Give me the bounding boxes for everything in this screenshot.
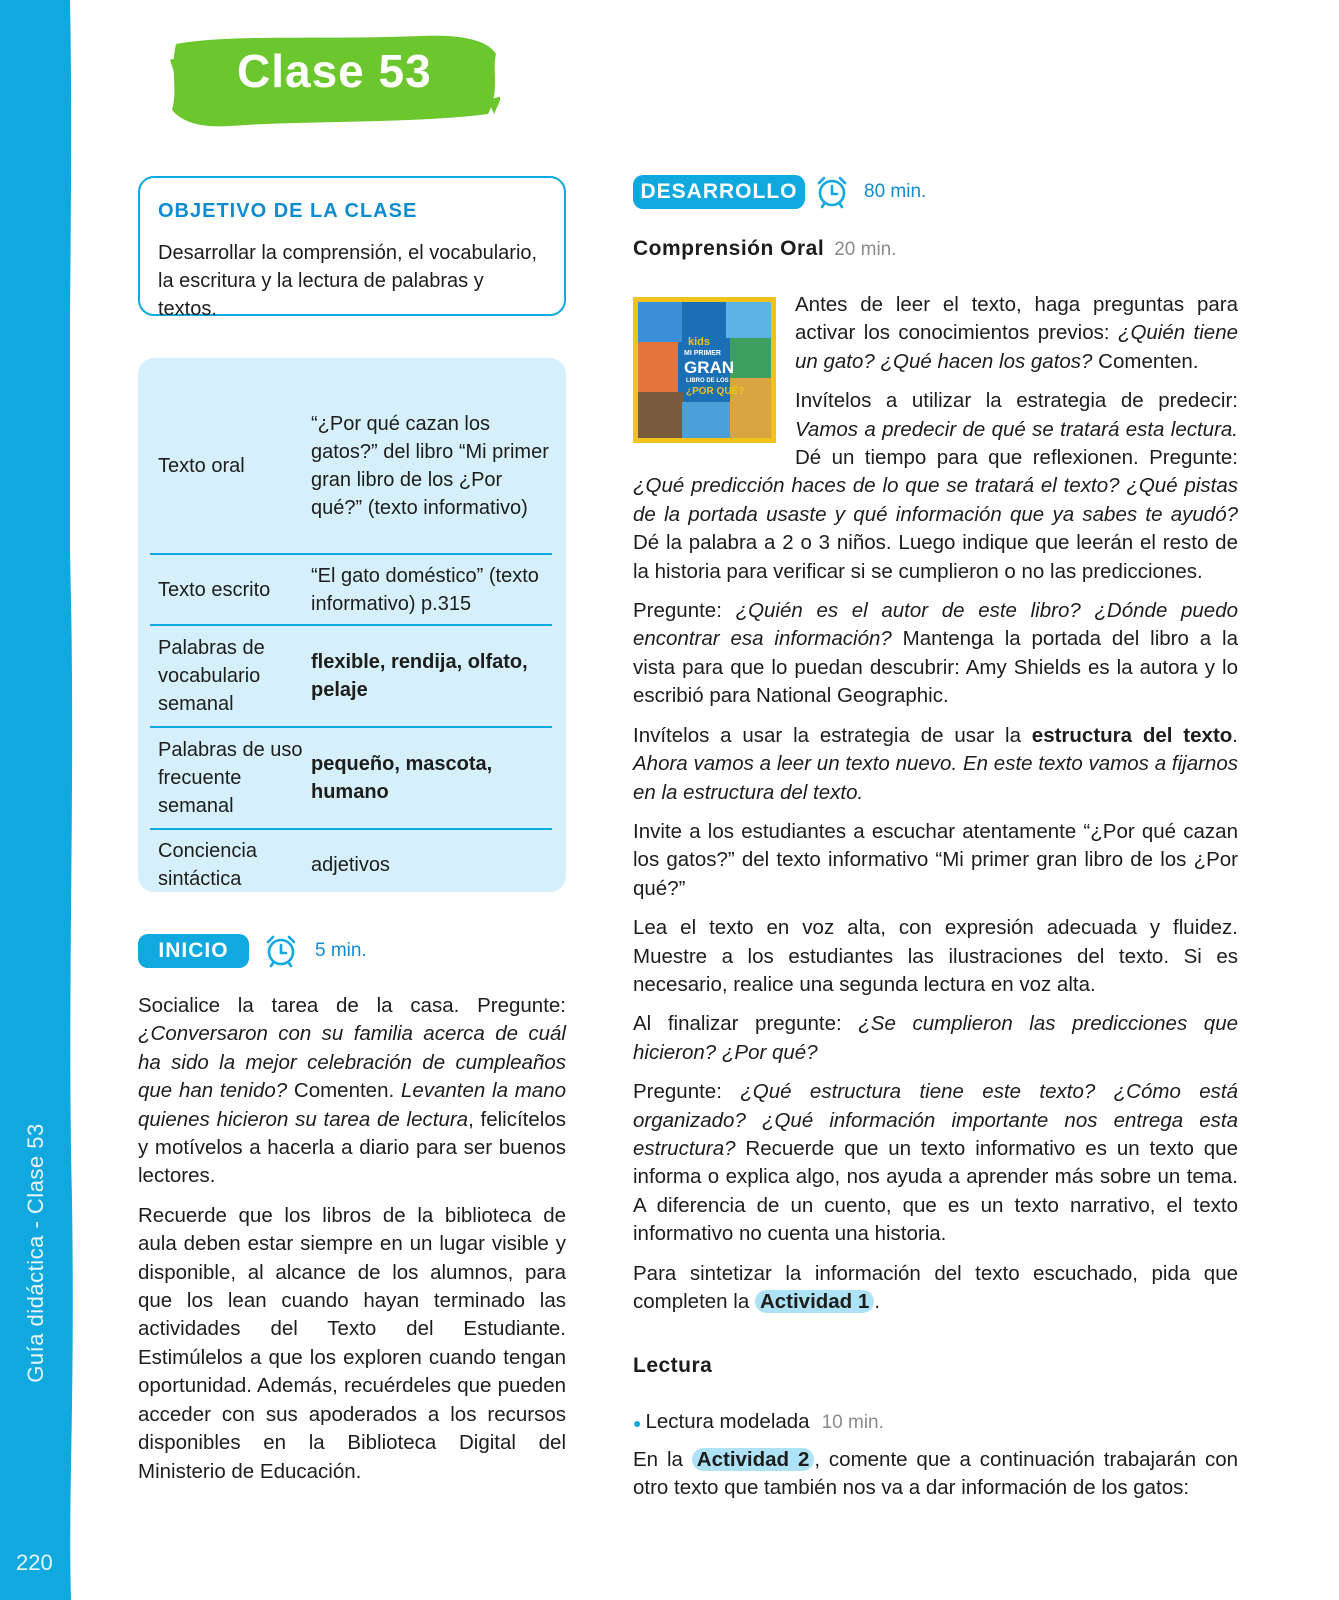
inicio-badge: INICIO xyxy=(138,934,249,968)
heading-time: 20 min. xyxy=(834,239,897,260)
bullet-label: Lectura modelada xyxy=(645,1410,810,1433)
text-span: Socialice la tarea de la casa. Pregunte: xyxy=(138,994,566,1017)
text-span: Invítelos a utilizar la estrategia de predecir: xyxy=(795,389,1238,413)
page-title: Clase 53 xyxy=(237,45,432,97)
text-span: Dé un tiempo para que reflexionen. Pregunte: xyxy=(795,446,1238,470)
text-span: Para sintetizar la información del texto escuchado, pida que completen la xyxy=(633,1261,1238,1313)
italic-question: ¿Qué predicción haces de lo que se tratará el texto? ¿Qué pistas de la portada usaste y qué información que ya sabes te ayudó? xyxy=(633,474,1238,526)
italic-phrase: Ahora vamos a leer un texto nuevo. En este texto vamos a fijarnos en la estructura del texto. xyxy=(633,752,1238,804)
text-span: Pregunte: xyxy=(633,1080,741,1104)
text-span: Mantenga la portada del libro a la vista para que lo puedan descubrir: Amy Shields es la autora y lo escribió para National Geographic. xyxy=(633,627,1239,708)
table-row xyxy=(150,378,552,555)
table-value: “El gato doméstico” (texto informativo) p.315 xyxy=(311,564,539,615)
lectura-heading xyxy=(633,1354,712,1378)
table-row xyxy=(150,626,552,728)
text-span: Recuerde que un texto informativo es un texto que informa o explica algo, nos ayuda a aprender más sobre un tema. A diferencia de un cuento, que es un texto narrativo, el texto informativo no cuenta una historia. xyxy=(633,1136,1238,1246)
text-span: . xyxy=(874,1290,881,1313)
desarrollo-paragraph xyxy=(633,597,1238,711)
lectura-text xyxy=(633,1446,1238,1514)
bullet-time: 10 min. xyxy=(821,1412,884,1433)
activity-highlight: Actividad 1 xyxy=(755,1290,874,1313)
text-span: Comenten. xyxy=(287,1079,401,1103)
desarrollo-paragraph xyxy=(633,1260,1238,1317)
italic-question: ¿Qué estructura tiene este texto? ¿Cómo está organizado? ¿Qué información importante nos entrega esta estructura? xyxy=(633,1080,1238,1160)
objective-heading: OBJETIVO DE LA CLASE xyxy=(158,200,418,222)
lectura-modelada-item xyxy=(633,1410,884,1434)
book-word: ¿POR QUÉ? xyxy=(686,386,745,397)
italic-phrase: Vamos a predecir de qué se tratará esta lectura. xyxy=(795,417,1238,441)
italic-question: ¿Se cumplieron las predicciones que hicieron? ¿Por qué? xyxy=(633,1012,1238,1064)
book-word: GRAN xyxy=(684,358,735,377)
italic-question: ¿Quién tiene un gato? ¿Qué hacen los gatos? xyxy=(795,321,1238,373)
heading-label: Lectura xyxy=(633,1354,713,1377)
desarrollo-paragraph xyxy=(633,1078,1238,1248)
book-word: kids xyxy=(688,336,711,348)
activity-highlight: Actividad 2 xyxy=(692,1448,815,1471)
italic-question: ¿Conversaron con su familia acerca de cuál ha sido la mejor celebración de cumpleaños que han tenido? xyxy=(138,1022,566,1103)
bold-term: estructura del texto xyxy=(1031,723,1233,747)
heading-label: Comprensión Oral xyxy=(633,237,825,260)
table-value: flexible, rendija, olfato, pelaje xyxy=(311,651,528,701)
desarrollo-paragraph: Lea el texto en voz alta, con expresión adecuada y fluidez. Muestre a los estudiantes las ilustraciones del texto. Si es necesario, realice una segunda lectura en voz alta. xyxy=(633,916,1238,996)
desarrollo-time: 80 min. xyxy=(864,181,927,202)
text-span: Invítelos a usar la estrategia de usar la xyxy=(633,723,1032,747)
inicio-paragraph xyxy=(138,992,566,1191)
sidebar-vertical-label: Guía didáctica - Clase 53 xyxy=(23,1123,48,1383)
italic-question: ¿Quién es el autor de este libro? ¿Dónde puedo encontrar esa información? xyxy=(633,599,1239,651)
text-span: . xyxy=(1232,723,1238,747)
inicio-text xyxy=(138,992,566,1497)
objective-box xyxy=(138,176,566,320)
text-span: Antes de leer el texto, haga preguntas para activar los conocimientos previos: xyxy=(795,293,1238,345)
table-row xyxy=(150,830,552,900)
book-float-spacer xyxy=(633,387,795,467)
text-span: Pregunte: xyxy=(633,599,736,623)
table-value: pequeño, mascota, humano xyxy=(311,753,493,803)
table-row xyxy=(150,555,552,626)
text-span: Comenten. xyxy=(1092,349,1199,373)
desarrollo-paragraph: Invite a los estudiantes a escuchar atentamente “¿Por qué cazan los gatos?” del texto informativo “Mi primer gran libro de los ¿Por qué?” xyxy=(633,819,1238,900)
inicio-time: 5 min. xyxy=(315,940,367,961)
bullet-dot: ● xyxy=(633,1414,642,1431)
table-value: adjetivos xyxy=(311,854,390,876)
alarm-clock-icon xyxy=(815,175,849,209)
text-span: Al finalizar pregunte: xyxy=(633,1012,859,1036)
desarrollo-paragraph xyxy=(795,291,1238,376)
table-key: Palabras de uso frecuente semanal xyxy=(158,739,303,817)
desarrollo-text xyxy=(633,291,1238,1327)
text-span: Dé la palabra a 2 o 3 niños. Luego indique que leerán el resto de la historia para verificar si se cumplieron o no las predicciones. xyxy=(633,531,1238,583)
lesson-summary-table xyxy=(138,358,566,892)
inicio-paragraph: Recuerde que los libros de la biblioteca de aula deben estar siempre en un lugar visible y disponible, al alcance de los alumnos, para que los lean cuando hayan terminado las actividades del Texto del Estudiante. Estimúlelos a que los exploren cuando tengan oportunidad. Además, recuérdeles que pueden acceder con sus apoderados a los recursos disponibles en la Biblioteca Digital del Ministerio de Educación. xyxy=(138,1203,566,1483)
objective-text: Desarrollar la comprensión, el vocabulario, la escritura y la lectura de palabras y textos. xyxy=(158,242,538,320)
lectura-paragraph xyxy=(633,1446,1238,1503)
page-number: 220 xyxy=(16,1550,53,1575)
table-key: Conciencia sintáctica xyxy=(158,840,257,890)
desarrollo-paragraph xyxy=(633,1010,1238,1067)
alarm-clock-icon xyxy=(264,934,298,968)
desarrollo-paragraph xyxy=(633,722,1238,807)
sidebar-wavy-edge xyxy=(62,0,76,1600)
table-key: Palabras de vocabulario semanal xyxy=(158,637,265,715)
comprension-oral-heading xyxy=(633,237,897,261)
table-key: Texto escrito xyxy=(158,578,271,601)
text-span: En la xyxy=(633,1448,692,1471)
text-span: , felicítelos y motívelos a hacerla a diario para ser buenos lectores. xyxy=(138,1107,566,1188)
book-word: MI PRIMER xyxy=(684,350,721,357)
table-row xyxy=(150,728,552,830)
table-value: “¿Por qué cazan los gatos?” del libro “Mi primer gran libro de los ¿Por qué?” (texto informativo) xyxy=(311,412,549,519)
desarrollo-paragraph xyxy=(633,387,1238,586)
book-word: LIBRO DE LOS xyxy=(686,378,729,384)
italic-phrase: Levanten la mano quienes hicieron su tarea de lectura xyxy=(138,1079,566,1131)
table-key: Texto oral xyxy=(158,454,245,477)
text-span: , comente que a continuación trabajarán con otro texto que también nos va a dar información de los gatos: xyxy=(633,1448,1239,1500)
desarrollo-badge: DESARROLLO xyxy=(633,175,805,209)
